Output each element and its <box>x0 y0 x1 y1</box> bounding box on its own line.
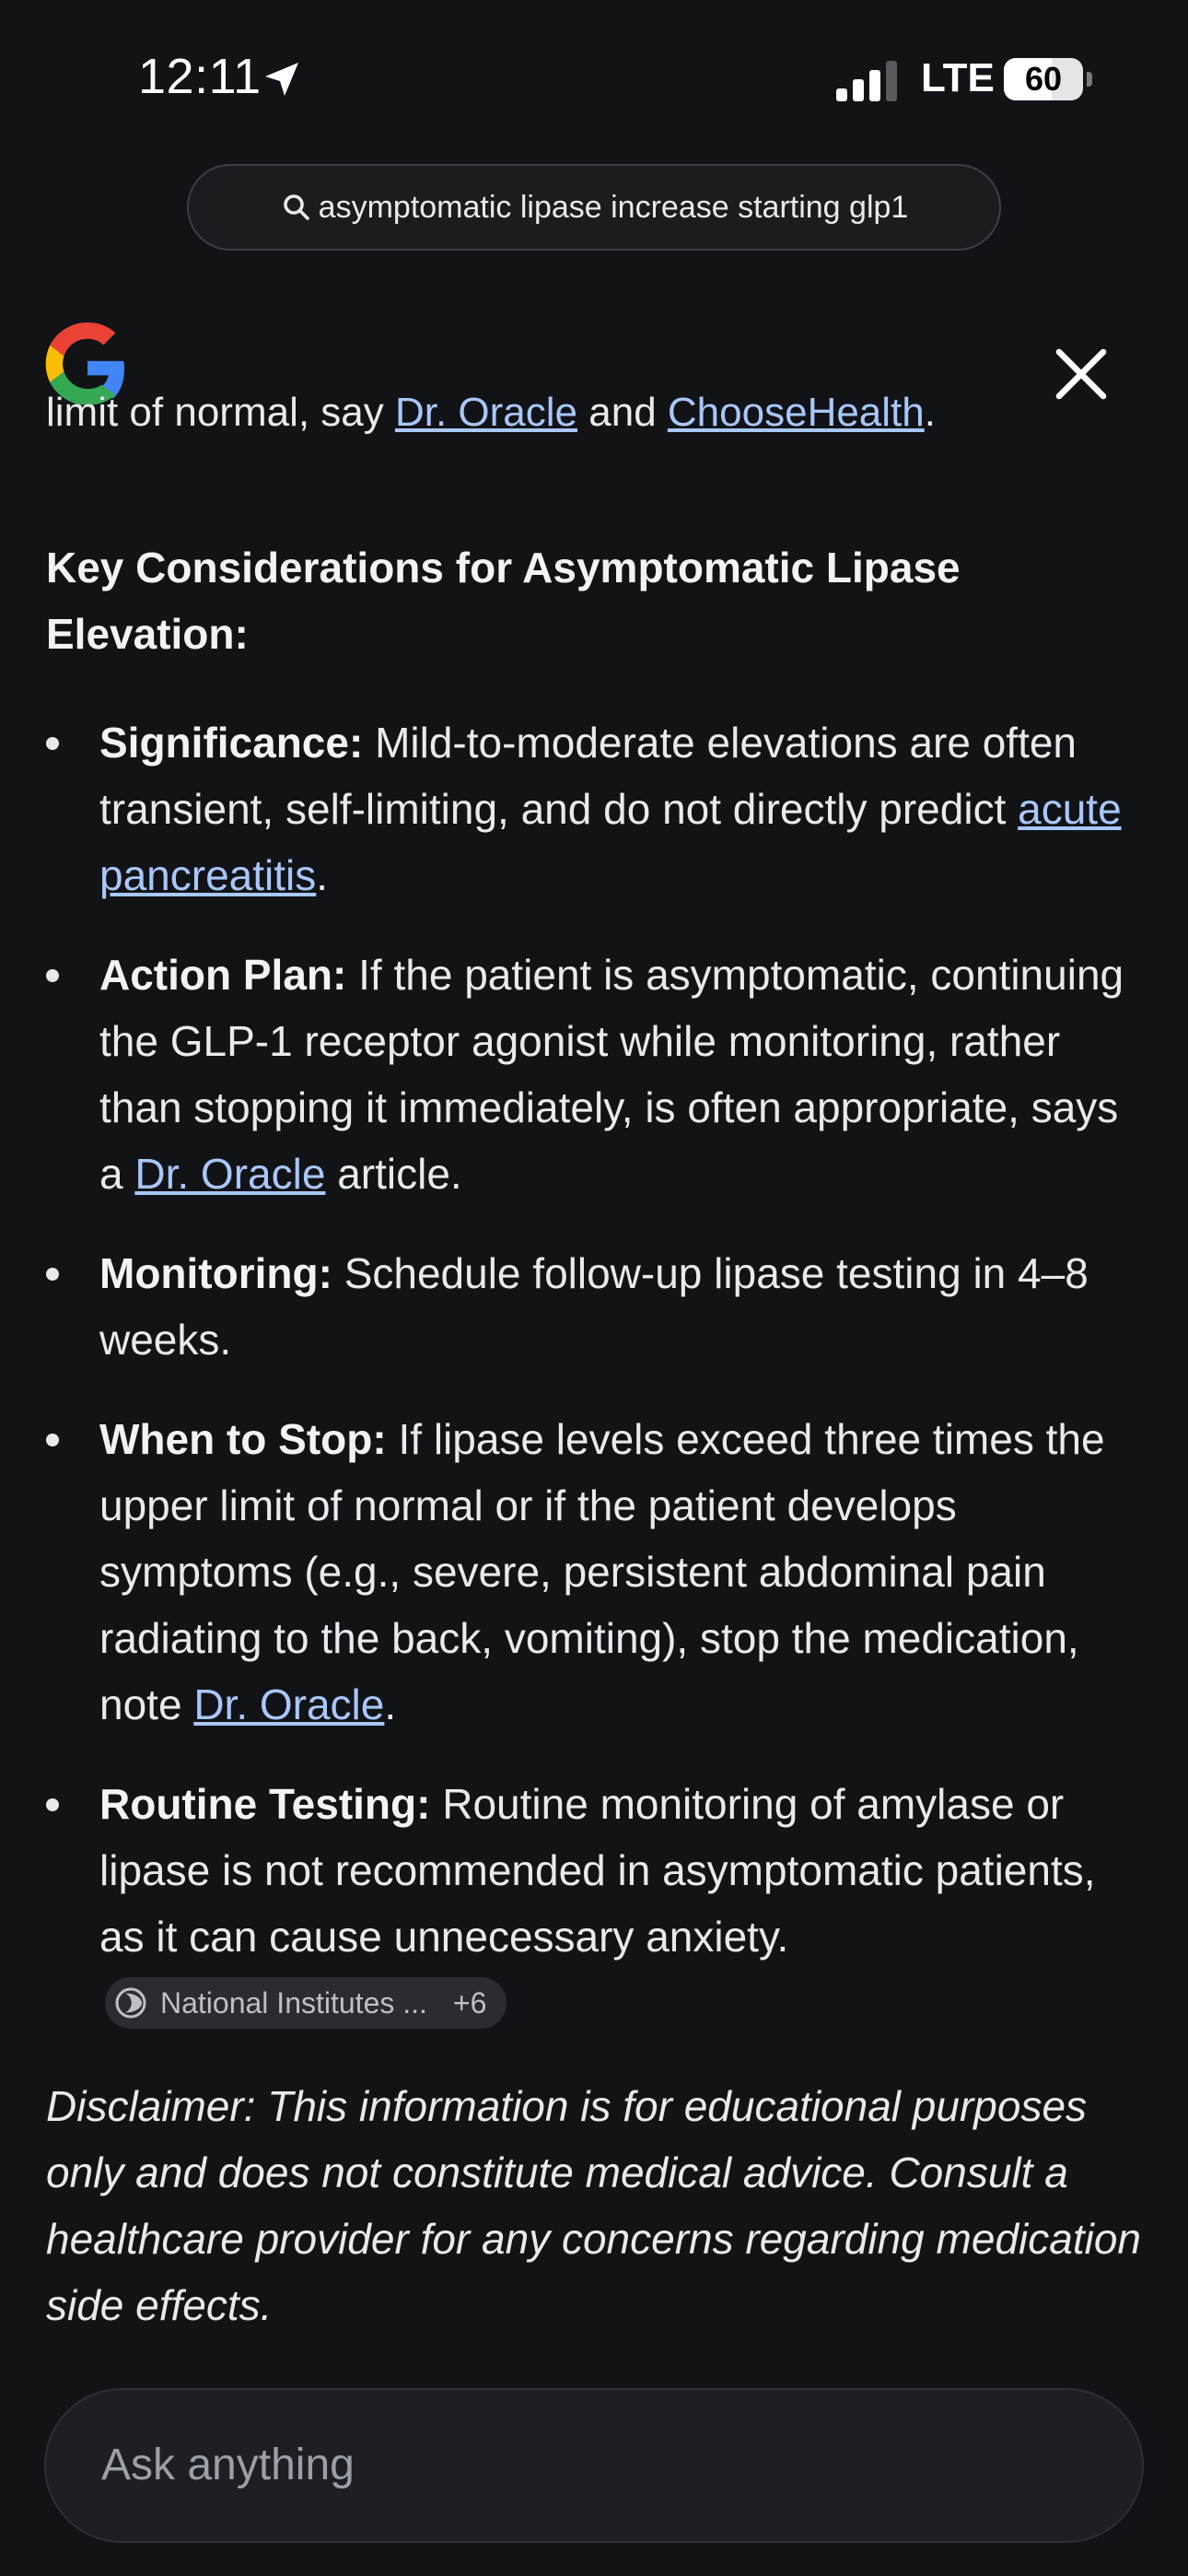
cut-line-prefix: limit of normal, say <box>46 390 395 435</box>
dr-oracle-link-top[interactable]: Dr. Oracle <box>394 390 578 435</box>
acute-pancreatitis-link[interactable]: acute pancreatitis <box>99 785 1122 899</box>
cut-line-middle: and <box>577 390 668 435</box>
bullet-text: Schedule follow-up lipase testing in 4–8 weeks. <box>99 1249 1089 1364</box>
source-chip[interactable] <box>105 1977 507 2029</box>
search-icon <box>280 191 313 224</box>
search-query-pill[interactable] <box>187 164 1001 251</box>
bullet-title: Significance: <box>99 719 364 767</box>
ask-anything-input[interactable] <box>44 2388 1144 2543</box>
disclaimer: Disclaimer: This information is for educational purposes only and does not constitute medical advice. Consult a healthcare provider for any concerns regarding medication side effects. <box>46 2082 1141 2329</box>
bullet-text-end: . <box>384 1680 397 1728</box>
network-type: LTE <box>921 55 995 100</box>
bullet-title: Monitoring: <box>99 1249 332 1297</box>
bullet-text: If lipase levels exceed three times the upper limit of normal or if the patient develops symptoms (e.g., severe, persistent abdominal pain radiating to the back, vomiting), stop the medication, note <box>99 1415 1105 1728</box>
close-icon[interactable] <box>1048 341 1114 407</box>
bullet-title: Routine Testing: <box>99 1780 431 1828</box>
bullet-title: When to Stop: <box>99 1415 387 1463</box>
list-item-when-to-stop <box>46 1406 1142 1738</box>
cut-line-suffix: . <box>924 390 936 435</box>
status-time: 12:11 <box>138 49 262 104</box>
partially-hidden-line <box>46 380 936 446</box>
search-query-text: asymptomatic lipase increase starting glp1 <box>318 189 909 225</box>
bullet-title: Action Plan: <box>99 951 347 999</box>
dr-oracle-link[interactable]: Dr. Oracle <box>193 1680 385 1728</box>
bullet-text: Routine monitoring of amylase or lipase is not recommended in asymptomatic patients, as it can cause unnecessary anxiety. <box>99 1780 1096 1961</box>
bullet-text: If the patient is asymptomatic, continuing the GLP-1 receptor agonist while monitoring, rather than stopping it immediately, is often appropriate, says a <box>99 951 1124 1198</box>
bullet-text-end: . <box>316 851 329 899</box>
list-item-monitoring <box>46 1240 1142 1373</box>
list-item-significance <box>46 709 1142 908</box>
status-bar <box>0 0 1188 157</box>
battery-nub <box>1087 72 1092 87</box>
list-item-action-plan <box>46 942 1142 1207</box>
dr-oracle-link[interactable]: Dr. Oracle <box>134 1150 326 1198</box>
cellular-signal-icon <box>836 61 899 101</box>
location-arrow-icon <box>260 57 304 101</box>
source-chip-label: National Institutes ... <box>160 1985 427 2020</box>
battery-icon <box>1004 58 1083 100</box>
ai-answer-content <box>0 390 1188 2331</box>
source-chip-count: +6 <box>452 1985 487 2020</box>
bullet-text: Mild-to-moderate elevations are often transient, self-limiting, and do not directly predict <box>99 719 1077 833</box>
source-favicon-icon <box>114 1986 147 2020</box>
battery-percent: 60 <box>1024 60 1063 98</box>
list-item-routine-testing <box>46 1771 1142 2036</box>
ask-placeholder: Ask anything <box>101 2441 355 2489</box>
considerations-list <box>46 709 1142 2069</box>
section-heading: Key Considerations for Asymptomatic Lipase Elevation: <box>46 544 961 658</box>
choosehealth-link[interactable]: ChooseHealth <box>667 390 925 435</box>
bullet-text-end: article. <box>325 1150 462 1198</box>
